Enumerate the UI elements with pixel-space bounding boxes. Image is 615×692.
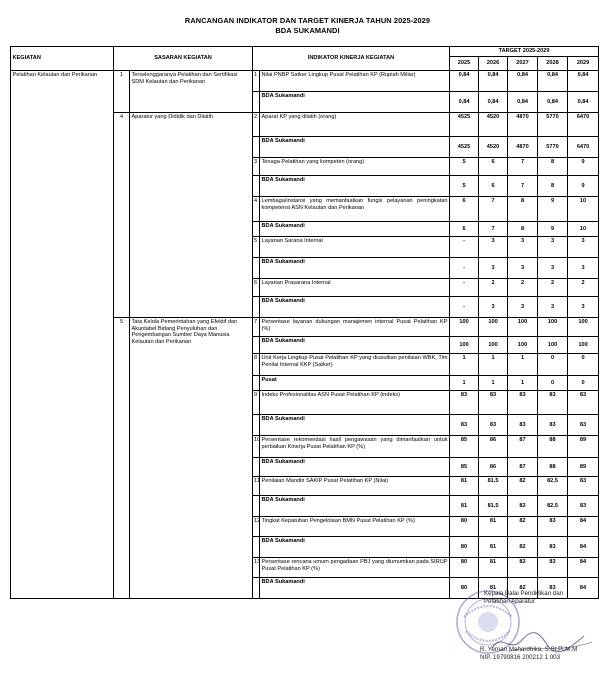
target-2028: 83 <box>538 578 568 599</box>
target-2027: 4870 <box>508 113 538 137</box>
target-2025: - <box>450 279 479 297</box>
target-2026: 83 <box>479 415 508 436</box>
target-2029: 100 <box>568 337 599 354</box>
target-2025: 100 <box>450 337 479 354</box>
target-2027: 82 <box>508 517 538 537</box>
indicator-number: 4 <box>253 197 260 222</box>
header-year-2029: 2029 <box>568 57 599 71</box>
indicator-label: Unit Kerja Lingkup Pusat Pelatihan KP yang diusulkan penilaian WBK, Tim Penilai Internal KKP (Satker) <box>260 354 450 376</box>
header-year-2027: 2027 <box>508 57 538 71</box>
indicator-number <box>253 297 260 318</box>
target-2025: 4525 <box>450 137 479 158</box>
target-2028: 3 <box>538 237 568 258</box>
target-2025: 5 <box>450 158 479 176</box>
indicator-label: Indeks Profesionalitas ASN Pusat Pelatihan KP (indeks) <box>260 391 450 415</box>
target-2026: 100 <box>479 337 508 354</box>
target-2026: 81,5 <box>479 496 508 517</box>
target-2027: 83 <box>508 391 538 415</box>
signature-block <box>480 590 578 661</box>
target-2025: 6 <box>450 222 479 237</box>
sasaran-text: Aparatur yang Dididik dan Dilatih <box>130 113 253 318</box>
target-2028: 88 <box>538 458 568 477</box>
target-2029: 0,84 <box>568 71 599 92</box>
target-2027: 82 <box>508 537 538 558</box>
target-2028: 88 <box>538 436 568 458</box>
target-2025: - <box>450 297 479 318</box>
target-2027: 4870 <box>508 137 538 158</box>
target-2025: 1 <box>450 354 479 376</box>
target-2025: 100 <box>450 318 479 337</box>
target-2025: 85 <box>450 436 479 458</box>
indicator-number: 10 <box>253 436 260 458</box>
target-2026: 81 <box>479 537 508 558</box>
unit-label: BDA Sukamandi <box>260 137 450 158</box>
target-2027: 1 <box>508 376 538 391</box>
target-2026: 81 <box>479 558 508 578</box>
indicator-number: 13 <box>253 558 260 578</box>
header-year-2025: 2025 <box>450 57 479 71</box>
signature-name: R. Yernan Mahardhika, S.St.Pi,M.M <box>480 646 578 653</box>
target-2028: 83 <box>538 517 568 537</box>
target-2029: 84 <box>568 517 599 537</box>
indicator-label: Aparat KP yang dilatih (orang) <box>260 113 450 137</box>
target-2028: 9 <box>538 222 568 237</box>
target-2026: 86 <box>479 436 508 458</box>
target-2025: 5 <box>450 176 479 197</box>
target-2028: 3 <box>538 297 568 318</box>
target-2027: 8 <box>508 222 538 237</box>
target-2025: 81 <box>450 496 479 517</box>
target-2026: 86 <box>479 458 508 477</box>
target-2025: 80 <box>450 537 479 558</box>
header-indikator: INDIKATOR KINERJA KEGIATAN <box>253 47 450 71</box>
target-2027: 3 <box>508 258 538 279</box>
target-2025: 80 <box>450 517 479 537</box>
target-2029: 10 <box>568 197 599 222</box>
target-2026: 7 <box>479 222 508 237</box>
target-2029: 83 <box>568 391 599 415</box>
target-2029: 100 <box>568 318 599 337</box>
target-2028: 0 <box>538 354 568 376</box>
target-2029: 0 <box>568 354 599 376</box>
target-2026: 3 <box>479 237 508 258</box>
indicator-number: 2 <box>253 113 260 137</box>
target-2029: 9 <box>568 158 599 176</box>
indicator-label: Persentase rencana umum pengadaan PBJ yang diumumkan pada SIRUP Pusat Pelatihan KP (%) <box>260 558 450 578</box>
indicator-label: Layanan Prasarana Internal <box>260 279 450 297</box>
indicator-number: 5 <box>253 237 260 258</box>
unit-label: BDA Sukamandi <box>260 415 450 436</box>
target-2026: 7 <box>479 197 508 222</box>
target-2029: 89 <box>568 458 599 477</box>
target-2029: 0,84 <box>568 92 599 113</box>
target-2027: 83 <box>508 415 538 436</box>
target-2026: 3 <box>479 297 508 318</box>
target-2027: 82 <box>508 477 538 496</box>
unit-label: BDA Sukamandi <box>260 176 450 197</box>
target-2025: 80 <box>450 578 479 599</box>
target-2028: 8 <box>538 158 568 176</box>
unit-label: BDA Sukamandi <box>260 258 450 279</box>
target-2027: 1 <box>508 354 538 376</box>
unit-label: BDA Sukamandi <box>260 537 450 558</box>
document-subtitle: BDA SUKAMANDI <box>275 26 340 35</box>
indicator-row <box>11 71 599 92</box>
sasaran-text: Terselenggaranya Pelatihan dan Sertifikasi SDM Kelautan dan Perikanan <box>130 71 253 113</box>
signature-nip: NIP. 19790816 200212 1 003 <box>480 654 561 661</box>
target-2025: 81 <box>450 477 479 496</box>
target-2028: 2 <box>538 279 568 297</box>
signature-position-2: Pelatihan Aparatur <box>484 597 535 605</box>
target-2029: 6470 <box>568 113 599 137</box>
target-2025: 83 <box>450 415 479 436</box>
target-2029: 83 <box>568 496 599 517</box>
target-2029: 9 <box>568 176 599 197</box>
indicator-label: Persentase layanan dukungan manajemen internal Pusat Pelatihan KP (%) <box>260 318 450 337</box>
target-2027: 8 <box>508 197 538 222</box>
target-2027: 87 <box>508 436 538 458</box>
target-2026: 4520 <box>479 137 508 158</box>
target-2029: 6470 <box>568 137 599 158</box>
indicator-table <box>10 46 599 599</box>
target-2026: 81 <box>479 578 508 599</box>
target-2026: 83 <box>479 391 508 415</box>
target-2026: 81,5 <box>479 477 508 496</box>
target-2029: 3 <box>568 297 599 318</box>
target-2025: - <box>450 237 479 258</box>
indicator-number: 9 <box>253 391 260 415</box>
target-2028: 5770 <box>538 113 568 137</box>
indicator-number <box>253 222 260 237</box>
sasaran-number: 5 <box>114 318 130 599</box>
header-sasaran: SASARAN KEGIATAN <box>114 47 253 71</box>
target-2028: 83 <box>538 558 568 578</box>
indicator-label: Lembaga/instansi yang memanfaatkan fungsi pelayanan peningkatan kompetensi ASN Kelautan dan Perikanan <box>260 197 450 222</box>
target-2025: 4525 <box>450 113 479 137</box>
target-2026: 1 <box>479 376 508 391</box>
unit-label: BDA Sukamandi <box>260 92 450 113</box>
indicator-number <box>253 376 260 391</box>
indicator-label: Nilai PNBP Satker Lingkup Pusat Pelatihan KP (Rupiah Miliar) <box>260 71 450 92</box>
indicator-label: Tenaga Pelatihan yang kompeten (orang) <box>260 158 450 176</box>
target-2027: 3 <box>508 237 538 258</box>
target-2025: 83 <box>450 391 479 415</box>
target-2025: 6 <box>450 197 479 222</box>
target-2029: 84 <box>568 537 599 558</box>
target-2028: 8 <box>538 176 568 197</box>
target-2027: 82 <box>508 578 538 599</box>
sasaran-number: 4 <box>114 113 130 318</box>
document-title: RANCANGAN INDIKATOR DAN TARGET KINERJA TAHUN 2025-2029 <box>184 16 431 25</box>
target-2026: 1 <box>479 354 508 376</box>
indicator-number: 12 <box>253 517 260 537</box>
target-2025: 0,84 <box>450 71 479 92</box>
header-year-2028: 2028 <box>538 57 568 71</box>
header-year-2026: 2026 <box>479 57 508 71</box>
indicator-number <box>253 458 260 477</box>
target-2028: 100 <box>538 318 568 337</box>
target-2028: 0,84 <box>538 92 568 113</box>
target-2025: 0,84 <box>450 92 479 113</box>
signature-position-1: Kepala Balai Pendidikan dan <box>484 590 564 597</box>
target-2025: - <box>450 258 479 279</box>
indicator-label: Penilaian Mandiri SAKIP Pusat Pelatihan KP (Nilai) <box>260 477 450 496</box>
target-2028: 5770 <box>538 137 568 158</box>
target-2025: 85 <box>450 458 479 477</box>
indicator-number <box>253 337 260 354</box>
target-2027: 3 <box>508 297 538 318</box>
target-2027: 0,84 <box>508 71 538 92</box>
unit-label: BDA Sukamandi <box>260 578 450 599</box>
target-2026: 0,84 <box>479 71 508 92</box>
target-2027: 100 <box>508 337 538 354</box>
target-2027: 7 <box>508 158 538 176</box>
unit-label: BDA Sukamandi <box>260 222 450 237</box>
target-2026: 2 <box>479 279 508 297</box>
target-2028: 82,5 <box>538 477 568 496</box>
unit-label: BDA Sukamandi <box>260 337 450 354</box>
indicator-number <box>253 258 260 279</box>
target-2028: 9 <box>538 197 568 222</box>
unit-label: BDA Sukamandi <box>260 496 450 517</box>
target-2029: 3 <box>568 237 599 258</box>
target-2029: 84 <box>568 578 599 599</box>
indicator-label: Persentase rekomendasi hasil pengawasan yang dimanfaatkan untuk perbaikan Kinerja Pusat Pelatihan KP (%) <box>260 436 450 458</box>
target-2029: 84 <box>568 558 599 578</box>
indicator-number <box>253 137 260 158</box>
target-2029: 3 <box>568 258 599 279</box>
indicator-label: Layanan Sarana Internal <box>260 237 450 258</box>
indicator-number <box>253 176 260 197</box>
target-2028: 83 <box>538 391 568 415</box>
indicator-number: 11 <box>253 477 260 496</box>
target-2029: 0 <box>568 376 599 391</box>
unit-label: Pusat <box>260 376 450 391</box>
target-2028: 83 <box>538 415 568 436</box>
target-2027: 87 <box>508 458 538 477</box>
indicator-number: 3 <box>253 158 260 176</box>
target-2029: 2 <box>568 279 599 297</box>
indicator-number <box>253 415 260 436</box>
unit-label: BDA Sukamandi <box>260 458 450 477</box>
indicator-number: 1 <box>253 71 260 92</box>
indicator-label: Tingkat Kepatuhan Pengelolaan BMN Pusat Pelatihan KP (%) <box>260 517 450 537</box>
target-2027: 0,84 <box>508 92 538 113</box>
target-2025: 80 <box>450 558 479 578</box>
target-2027: 7 <box>508 176 538 197</box>
kegiatan-cell: Pelatihan Kelautan dan Perikanan <box>11 71 114 599</box>
target-2026: 0,84 <box>479 92 508 113</box>
unit-label: BDA Sukamandi <box>260 297 450 318</box>
target-2026: 100 <box>479 318 508 337</box>
target-2028: 100 <box>538 337 568 354</box>
sasaran-number: 1 <box>114 71 130 113</box>
target-2028: 82,5 <box>538 496 568 517</box>
target-2028: 3 <box>538 258 568 279</box>
indicator-number <box>253 92 260 113</box>
indicator-number: 8 <box>253 354 260 376</box>
target-2026: 81 <box>479 517 508 537</box>
target-2026: 6 <box>479 158 508 176</box>
target-2027: 82 <box>508 558 538 578</box>
indicator-number <box>253 496 260 517</box>
sasaran-text: Tata Kelola Pemerintahan yang Efektif dan Akuntabel Bidang Penyuluhan dan Pengembangan Sumber Daya Manusia Kelautan dan Perikanan <box>130 318 253 599</box>
target-2028: 0,84 <box>538 71 568 92</box>
indicator-number <box>253 537 260 558</box>
target-2026: 3 <box>479 258 508 279</box>
target-2028: 0 <box>538 376 568 391</box>
target-2029: 89 <box>568 436 599 458</box>
indicator-number: 6 <box>253 279 260 297</box>
target-2029: 83 <box>568 477 599 496</box>
indicator-number <box>253 578 260 599</box>
target-2029: 83 <box>568 415 599 436</box>
header-target: TARGET 2025-2029 <box>450 47 599 57</box>
target-2025: 1 <box>450 376 479 391</box>
target-2027: 82 <box>508 496 538 517</box>
target-2026: 4520 <box>479 113 508 137</box>
target-2029: 10 <box>568 222 599 237</box>
target-2028: 83 <box>538 537 568 558</box>
indicator-number: 7 <box>253 318 260 337</box>
target-2026: 6 <box>479 176 508 197</box>
header-kegiatan: KEGIATAN <box>11 47 114 71</box>
target-2027: 100 <box>508 318 538 337</box>
target-2027: 2 <box>508 279 538 297</box>
